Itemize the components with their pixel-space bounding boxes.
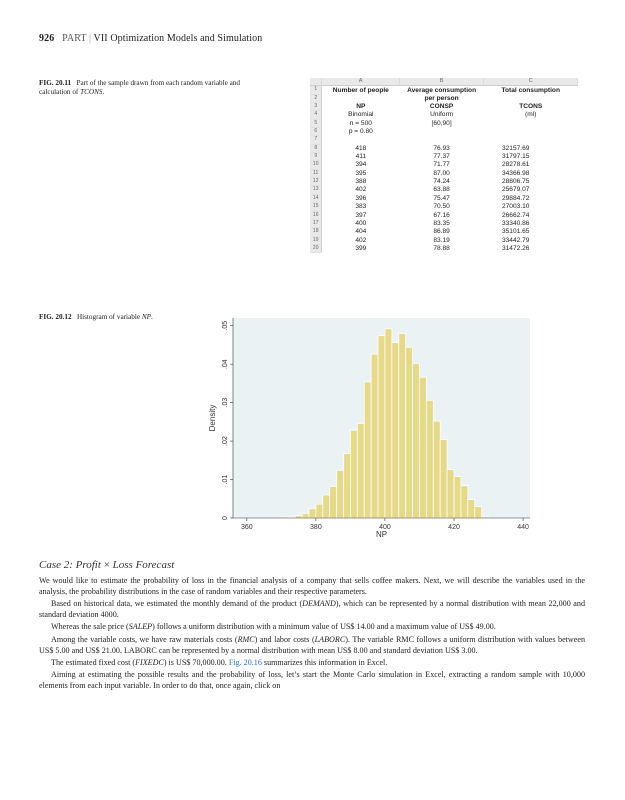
sheet-data-row: [310, 169, 578, 177]
row-number: 19: [310, 236, 322, 244]
column-letter: A: [322, 78, 399, 86]
sheet-cell: CONSP: [429, 103, 454, 111]
sheet-cell: 32157.69: [501, 144, 530, 152]
sheet-cell: [484, 128, 578, 136]
sheet-cell: 63.88: [433, 186, 450, 194]
column-letter: B: [399, 78, 484, 86]
histogram-bar: [468, 500, 475, 518]
p5-text-c: summarizes this information in Excel.: [261, 657, 388, 667]
sheet-cell: 400: [355, 219, 367, 227]
row-number: 9: [310, 153, 322, 161]
sheet-cell: 83.19: [433, 236, 450, 244]
x-axis-title: NP: [375, 530, 388, 539]
part-title: VII Optimization Models and Simulation: [93, 33, 263, 44]
sheet-data-row: [310, 144, 578, 152]
histogram-bar: [475, 506, 482, 518]
histogram-bar: [385, 329, 392, 518]
sheet-data-row: [310, 211, 578, 219]
sheet-cell: 397: [355, 211, 367, 219]
sheet-cell: 418: [355, 144, 367, 152]
page-number: 926: [39, 33, 55, 44]
row-number: 14: [310, 194, 322, 202]
sheet-cell: (ml): [525, 111, 537, 119]
histogram-bar: [302, 513, 309, 518]
sheet-cell: Number of people: [332, 86, 389, 94]
sheet-cell: 67.16: [433, 211, 450, 219]
sheet-cell: 87.00: [433, 169, 450, 177]
paragraph-6: Aiming at estimating the possible results and the probability of loss, let’s start the Monte Carlo simulation in Excel, extracting a random sample with 10,000 elements from each input variable. In order to do that, once again, click on: [39, 670, 585, 691]
case-title: [39, 559, 174, 571]
histogram-bar: [454, 476, 461, 518]
sheet-cell: 86.89: [433, 228, 450, 236]
histogram-bar: [413, 363, 420, 518]
y-tick-label: 0: [222, 516, 229, 520]
sheet-empty-row: [310, 136, 578, 144]
sheet-data-row: [310, 228, 578, 236]
row-number: 5: [310, 119, 322, 127]
histogram-bar: [337, 470, 344, 518]
paragraph-5: [39, 658, 585, 669]
p3-var: SALEP: [128, 622, 153, 632]
sheet-cell: 394: [355, 161, 367, 169]
histogram-bar: [344, 453, 351, 518]
sheet-cell: [322, 94, 399, 102]
x-tick-label: 420: [448, 524, 460, 531]
sheet-data-row: [310, 153, 578, 161]
sheet-data-row: [310, 161, 578, 169]
fig-20-11-caption: [39, 79, 299, 97]
p4-text-b: ) and labor costs (: [254, 634, 315, 644]
sheet-cell: 396: [355, 194, 367, 202]
row-number: 8: [310, 144, 322, 152]
row-number: 20: [310, 244, 322, 252]
p5-var: FIXEDC: [135, 657, 164, 667]
histogram-bar: [350, 430, 357, 518]
sheet-cell: 31797.15: [501, 153, 530, 161]
fig-20-12-caption-period: .: [151, 313, 153, 321]
sheet-cell: 75.47: [433, 194, 450, 202]
p3-text-b: ) follows a uniform distribution with a minimum value of US$ 14.00 and a maximum value of US$ 49.00.: [152, 622, 496, 632]
sheet-cell: 76.93: [433, 144, 450, 152]
case-body: [39, 576, 585, 694]
row-number: 10: [310, 161, 322, 169]
p2-text-a: Based on historical data, we estimated the monthly demand of the product (: [51, 599, 303, 609]
sheet-cell: [484, 119, 578, 127]
sheet-cell: 402: [355, 236, 367, 244]
sheet-cell: 74.24: [433, 178, 450, 186]
np-histogram: [205, 310, 540, 545]
p4-var-rmc: RMC: [237, 634, 255, 644]
row-number: 2: [310, 94, 322, 102]
sheet-header-row: [310, 103, 578, 111]
sheet-cell: 383: [355, 203, 367, 211]
sheet-cell: n = 500: [349, 119, 372, 127]
x-tick-label: 360: [240, 524, 253, 531]
sheet-header-row: [310, 94, 578, 102]
histogram-bar: [330, 486, 337, 518]
sheet-cell: 70.50: [433, 203, 450, 211]
sheet-cell: [399, 128, 484, 136]
histogram-bar: [392, 343, 399, 518]
sheet-cell: Average consumption: [407, 86, 477, 94]
histogram-bar: [357, 423, 364, 518]
sheet-cell: 404: [355, 228, 367, 236]
fig-20-11-caption-line1: Part of the sample drawn from each random variable and: [76, 79, 240, 87]
x-tick-label: 440: [517, 524, 529, 531]
excel-sample-table: [310, 78, 578, 253]
sheet-header-row: [310, 86, 578, 94]
sheet-cell: per person: [424, 94, 459, 102]
sheet-cell: Binomial: [348, 111, 374, 119]
paragraph-2: [39, 599, 585, 621]
sheet-cell: [484, 94, 578, 102]
corner-cell: [310, 78, 322, 86]
p2-var: DEMAND: [302, 599, 336, 609]
paragraph-1: We would like to estimate the probability of loss in the financial analysis of a company that sells coffee makers. Next, we will describe the variables used in the analysis, the probability distributions in the case of random variables and their respective parameters.: [39, 576, 585, 596]
histogram-bar: [461, 486, 468, 518]
sheet-cell: 25679.07: [501, 186, 530, 194]
row-number: 3: [310, 103, 322, 111]
sheet-cell: 83.35: [433, 219, 450, 227]
running-header: [39, 33, 262, 44]
p3-text-a: Whereas the sale price (: [51, 622, 129, 632]
histogram-bar: [323, 495, 330, 518]
paragraph-4: [39, 635, 585, 657]
x-tick-label: 380: [310, 524, 322, 531]
row-number: 6: [310, 128, 322, 136]
y-tick-label: .05: [222, 320, 229, 331]
sheet-cell: NP: [356, 103, 366, 111]
sheet-cell: 78.88: [433, 244, 450, 252]
sheet-cell: 35101.65: [501, 228, 530, 236]
sheet-cell: 31472.26: [501, 244, 530, 252]
p4-var-laborc: LABORC: [314, 634, 346, 644]
fig-20-11-label: FIG. 20.11: [39, 79, 72, 87]
p5-text-b: ) is US$ 70,000.00.: [163, 657, 229, 667]
sheet-cell: 33442.79: [501, 236, 530, 244]
histogram-bar: [316, 504, 323, 518]
sheet-data-row: [310, 203, 578, 211]
row-number: 16: [310, 211, 322, 219]
p4-text-a: Among the variable costs, we have raw materials costs (: [51, 634, 238, 644]
sheet-cell: [60,90]: [431, 119, 452, 127]
sheet-cell: 29884.72: [501, 194, 530, 202]
sheet-cell: 395: [355, 169, 367, 177]
y-tick-label: .04: [222, 359, 229, 370]
sheet-data-row: [310, 236, 578, 244]
fig-20-11-caption-line2: calculation of: [39, 88, 81, 96]
sheet-data-row: [310, 186, 578, 194]
sheet-cell: 28278.61: [501, 161, 530, 169]
row-number: 15: [310, 203, 322, 211]
case-title-times: ×: [103, 559, 110, 571]
histogram-bar: [371, 354, 378, 518]
header-separator: |: [89, 33, 92, 44]
row-number: 17: [310, 219, 322, 227]
sheet-data-row: [310, 244, 578, 252]
fig-20-16-link[interactable]: Fig. 20.16: [228, 657, 262, 667]
row-number: 12: [310, 178, 322, 186]
p5-text-a: The estimated fixed cost (: [51, 657, 136, 667]
fig-20-12-caption: [39, 313, 153, 322]
sheet-cell: [484, 136, 578, 144]
sheet-cell: 33340.86: [501, 219, 530, 227]
sheet-data-row: [310, 219, 578, 227]
case-title-main: Case 2: Profit: [39, 559, 104, 571]
y-tick-label: .01: [222, 474, 229, 485]
sheet-header-row: [310, 128, 578, 136]
histogram-bar: [447, 470, 454, 518]
sheet-cell: 71.77: [433, 161, 450, 169]
histogram-bar: [364, 382, 371, 518]
histogram-bar: [378, 336, 385, 518]
fig-20-12-caption-var: NP: [141, 313, 151, 321]
histogram-bar: [406, 347, 413, 518]
y-axis-title: Density: [208, 404, 217, 432]
sheet-data-row: [310, 194, 578, 202]
sheet-cell: [322, 136, 399, 144]
histogram-bar: [309, 509, 316, 518]
row-number: 18: [310, 228, 322, 236]
sheet-header-row: [310, 119, 578, 127]
sheet-cell: 26662.74: [501, 211, 530, 219]
sheet-cell: 77.37: [433, 153, 450, 161]
p4-text-c: ). The variable RMC follows a uniform distribution with values between US$ 5.00 and US$ 21.00. LABORC can be represented by a normal distribution with mean US$ 8.00 and standard deviation US$ 3.00.: [39, 634, 585, 655]
histogram-bar: [419, 377, 426, 518]
x-tick-label: 400: [379, 524, 391, 531]
row-number: 11: [310, 169, 322, 177]
paragraph-3: [39, 622, 585, 633]
sheet-cell: TCONS: [519, 103, 543, 111]
sheet-cell: p = 0.80: [348, 128, 373, 136]
fig-20-11-caption-period: .: [102, 88, 105, 96]
fig-20-11-caption-var: TCONS: [80, 88, 103, 96]
row-number: 4: [310, 111, 322, 119]
sheet-cell: 27003.10: [501, 203, 530, 211]
sheet-cell: 411: [355, 153, 367, 161]
case-title-rest: Loss Forecast: [109, 559, 175, 571]
p2-text-b: ), which can be represented by a normal distribution with mean 22,000 and standard deviation 4000.: [39, 599, 585, 619]
histogram-bar: [440, 440, 447, 518]
row-number: 13: [310, 186, 322, 194]
fig-20-12-caption-text: Histogram of variable: [76, 313, 142, 321]
histogram-bar: [399, 333, 406, 518]
fig-20-12-label: FIG. 20.12: [39, 313, 72, 321]
sheet-data-row: [310, 178, 578, 186]
column-header-row: [310, 78, 578, 86]
sheet-cell: 28806.75: [501, 178, 530, 186]
column-letter: C: [484, 78, 578, 86]
sheet-cell: 402: [355, 186, 367, 194]
sheet-cell: 388: [355, 178, 367, 186]
sheet-cell: 399: [355, 244, 367, 252]
y-tick-label: .02: [222, 436, 229, 446]
sheet-cell: Uniform: [430, 111, 454, 119]
y-tick-label: .03: [222, 397, 229, 408]
row-number: 7: [310, 136, 322, 144]
sheet-cell: Total consumption: [501, 86, 560, 94]
histogram-bar: [426, 400, 433, 518]
row-number: 1: [310, 86, 322, 94]
sheet-header-row: [310, 111, 578, 119]
part-label: PART: [62, 33, 87, 44]
histogram-bar: [295, 516, 302, 518]
sheet-cell: [399, 136, 484, 144]
histogram-bar: [433, 421, 440, 518]
sheet-cell: 34366.98: [501, 169, 530, 177]
